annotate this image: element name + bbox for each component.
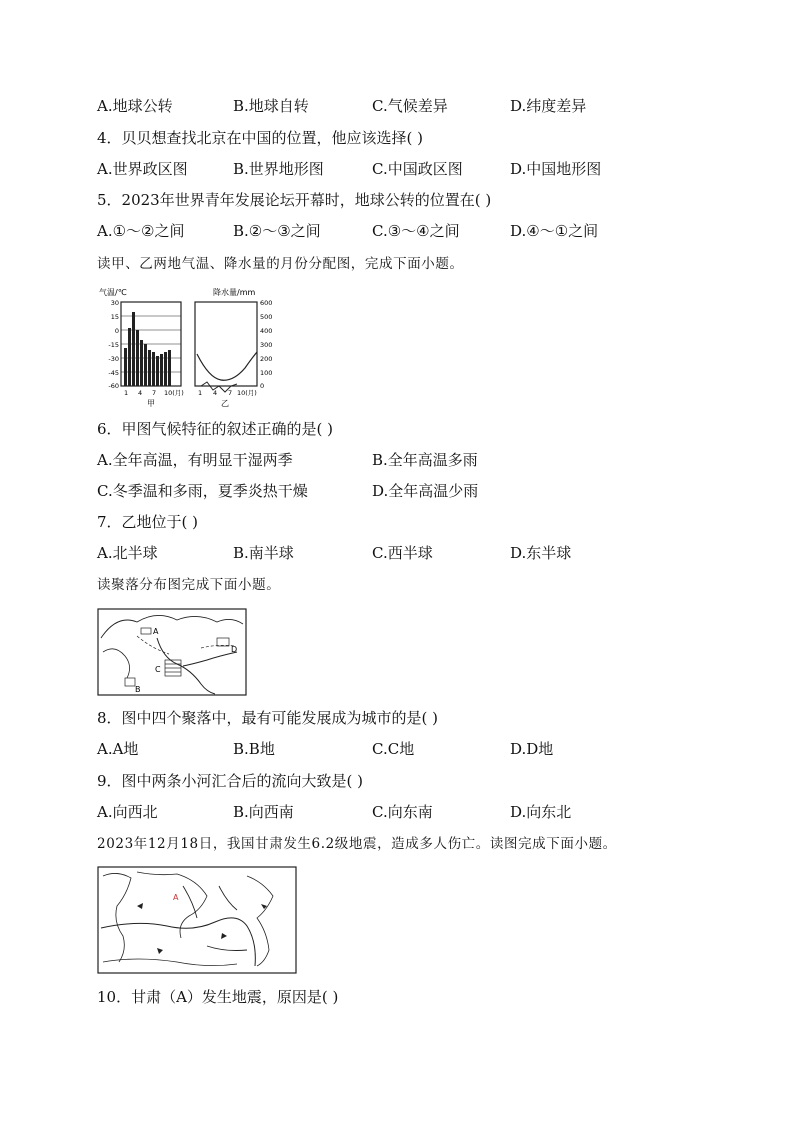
q7-option-c[interactable]: C.西半球 bbox=[372, 544, 433, 562]
plate-label-a: A bbox=[173, 893, 179, 902]
temp-bar bbox=[152, 352, 155, 386]
precip-chart-frame bbox=[195, 302, 257, 386]
q7-option-d[interactable]: D.东半球 bbox=[510, 544, 572, 562]
precip-tick: 500 bbox=[260, 313, 273, 321]
q8-option-b[interactable]: B.B地 bbox=[233, 740, 275, 758]
temp-tick: 15 bbox=[110, 313, 119, 321]
q10-stem: 10．甘肃（A）发生地震，原因是( ) bbox=[97, 988, 339, 1006]
q7-option-b[interactable]: B.南半球 bbox=[233, 544, 294, 562]
temp-curve bbox=[197, 352, 257, 380]
intro-climate: 读甲、乙两地气温、降水量的月份分配图，完成下面小题。 bbox=[97, 256, 464, 272]
q4-option-c[interactable]: C.中国政区图 bbox=[372, 160, 463, 178]
q6-option-b[interactable]: B.全年高温多雨 bbox=[372, 451, 478, 469]
q3-option-c[interactable]: C.气候差异 bbox=[372, 97, 448, 115]
temp-bar bbox=[128, 328, 131, 386]
temp-tick: 30 bbox=[110, 299, 119, 307]
q9-option-d[interactable]: D.向东北 bbox=[510, 803, 572, 821]
q4-option-a[interactable]: A.世界政区图 bbox=[97, 160, 188, 178]
temp-bar bbox=[132, 312, 135, 386]
q7-option-a[interactable]: A.北半球 bbox=[97, 544, 158, 562]
settlement-label-a: A bbox=[153, 627, 159, 636]
chart-caption-yi: 乙 bbox=[221, 399, 229, 408]
q6-stem: 6．甲图气候特征的叙述正确的是( ) bbox=[97, 420, 334, 438]
temp-tick: -15 bbox=[108, 341, 119, 349]
settlement-label-d: D bbox=[231, 645, 238, 654]
q9-option-c[interactable]: C.向东南 bbox=[372, 803, 433, 821]
temp-bar bbox=[156, 356, 159, 386]
precip-tick: 400 bbox=[260, 327, 273, 335]
precip-x-tick: 1 bbox=[198, 389, 203, 397]
q5-option-b[interactable]: B.②～③之间 bbox=[233, 222, 321, 240]
temp-bar bbox=[168, 350, 171, 386]
q9-stem: 9．图中两条小河汇合后的流向大致是( ) bbox=[97, 772, 364, 790]
q3-option-a[interactable]: A.地球公转 bbox=[97, 97, 173, 115]
precip-tick: 200 bbox=[260, 355, 273, 363]
settlement-map-frame bbox=[98, 609, 246, 695]
q3-option-b[interactable]: B.地球自转 bbox=[233, 97, 309, 115]
settlement-label-b: B bbox=[135, 685, 141, 694]
precip-x-tick: 10(月) bbox=[237, 389, 257, 397]
temp-x-tick: 10(月) bbox=[164, 389, 184, 397]
temp-bar bbox=[136, 330, 139, 386]
temp-tick: -60 bbox=[108, 382, 119, 390]
temp-axis-title: 气温/℃ bbox=[99, 288, 127, 297]
precip-tick: 100 bbox=[260, 369, 273, 377]
q6-option-c[interactable]: C.冬季温和多雨，夏季炎热干燥 bbox=[97, 482, 308, 500]
chart-caption-jia: 甲 bbox=[147, 399, 155, 408]
q5-option-d[interactable]: D.④～①之间 bbox=[510, 222, 599, 240]
temp-bar bbox=[144, 344, 147, 386]
q5-option-a[interactable]: A.①～②之间 bbox=[97, 222, 185, 240]
intro-earthquake: 2023年12月18日，我国甘肃发生6.2级地震，造成多人伤亡。读图完成下面小题。 bbox=[97, 836, 617, 852]
temp-bar bbox=[160, 354, 163, 386]
temp-tick: -30 bbox=[108, 355, 119, 363]
q5-option-c[interactable]: C.③～④之间 bbox=[372, 222, 460, 240]
q9-option-a[interactable]: A.向西北 bbox=[97, 803, 158, 821]
q7-stem: 7．乙地位于( ) bbox=[97, 513, 199, 531]
temp-x-tick: 1 bbox=[124, 389, 129, 397]
temp-tick: 0 bbox=[114, 327, 119, 335]
temp-bar bbox=[124, 348, 127, 386]
precip-x-tick: 7 bbox=[228, 389, 233, 397]
q6-option-d[interactable]: D.全年高温少雨 bbox=[372, 482, 479, 500]
q8-option-c[interactable]: C.C地 bbox=[372, 740, 415, 758]
settlement-label-c: C bbox=[155, 665, 161, 674]
precip-axis-title: 降水量/mm bbox=[213, 288, 256, 297]
plate-map-figure bbox=[97, 866, 297, 974]
precip-tick: 300 bbox=[260, 341, 273, 349]
temp-x-tick: 7 bbox=[152, 389, 157, 397]
q9-option-b[interactable]: B.向西南 bbox=[233, 803, 294, 821]
q6-option-a[interactable]: A.全年高温，有明显干湿两季 bbox=[97, 451, 293, 469]
q3-option-d[interactable]: D.纬度差异 bbox=[510, 97, 587, 115]
q8-stem: 8．图中四个聚落中，最有可能发展成为城市的是( ) bbox=[97, 709, 439, 727]
q8-option-d[interactable]: D.D地 bbox=[510, 740, 554, 758]
temp-bars bbox=[124, 312, 171, 386]
temp-tick: -45 bbox=[108, 369, 119, 377]
climate-chart-figure bbox=[97, 286, 277, 410]
precip-x-tick: 4 bbox=[213, 389, 218, 397]
q5-stem: 5．2023年世界青年发展论坛开幕时，地球公转的位置在( ) bbox=[97, 191, 492, 209]
q4-option-d[interactable]: D.中国地形图 bbox=[510, 160, 602, 178]
settlement-map-figure bbox=[97, 608, 247, 696]
temp-x-tick: 4 bbox=[138, 389, 143, 397]
precip-tick: 600 bbox=[260, 299, 273, 307]
q8-option-a[interactable]: A.A地 bbox=[97, 740, 139, 758]
precip-tick: 0 bbox=[260, 382, 265, 390]
temp-bar bbox=[140, 340, 143, 386]
q4-stem: 4．贝贝想查找北京在中国的位置，他应该选择( ) bbox=[97, 129, 424, 147]
temp-bar bbox=[164, 352, 167, 386]
temp-bar bbox=[148, 350, 151, 386]
q4-option-b[interactable]: B.世界地形图 bbox=[233, 160, 324, 178]
intro-settlement: 读聚落分布图完成下面小题。 bbox=[97, 577, 281, 593]
